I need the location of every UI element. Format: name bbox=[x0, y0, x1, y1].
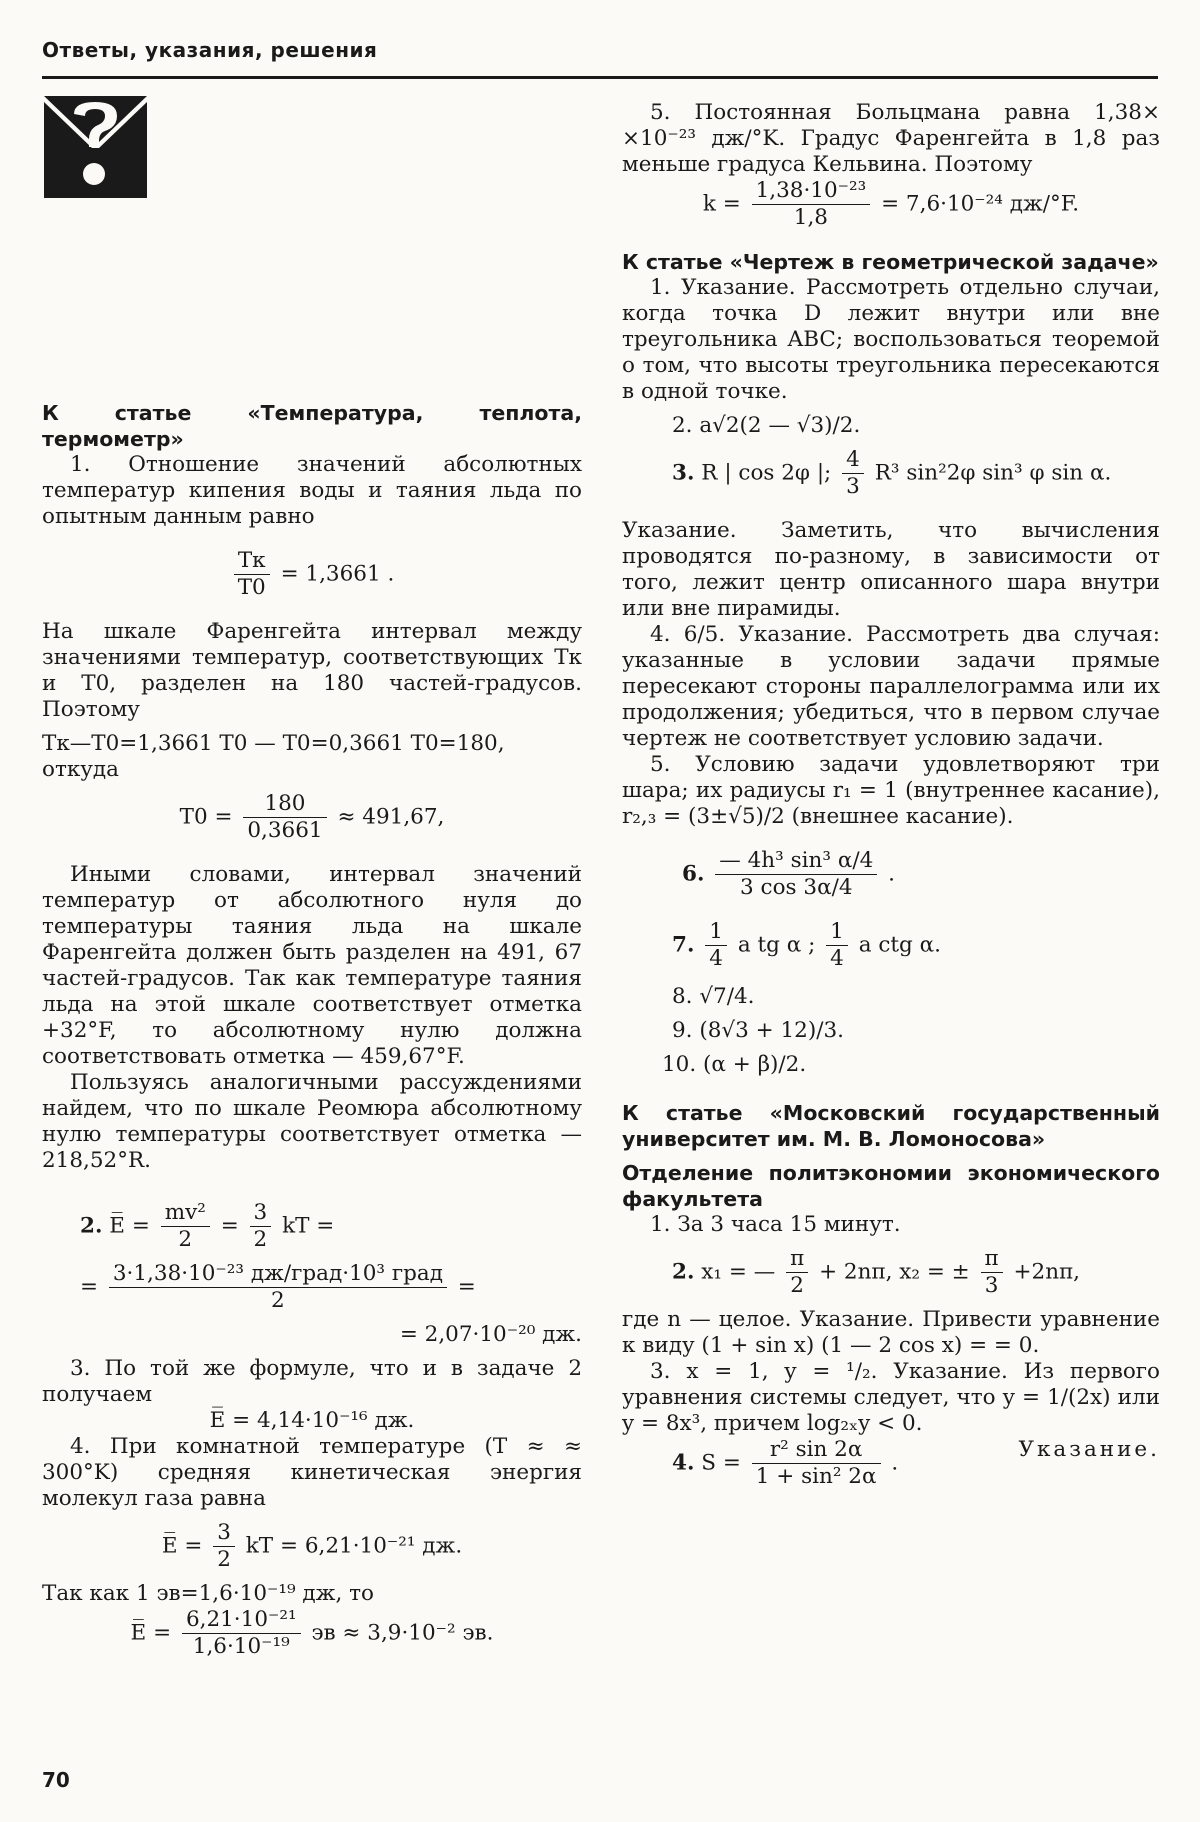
page-number: 70 bbox=[42, 1768, 70, 1792]
formula-line: Tк—T0=1,3661 T0 — T0=0,3661 T0=180, bbox=[42, 731, 505, 756]
subsection-heading: Отделение политэкономии экономического факультета bbox=[622, 1161, 1160, 1211]
numerator: 4 bbox=[842, 447, 864, 474]
paragraph: 4. При комнатной температуре (T ≈ ≈ 300°K) средняя кинетическая энергия молекул газа равна bbox=[42, 1434, 582, 1511]
formula-text: +2nπ, bbox=[1013, 1259, 1081, 1285]
fraction bbox=[161, 1200, 210, 1253]
fraction bbox=[715, 848, 877, 901]
formula-sphere bbox=[622, 447, 1160, 500]
formula-text: R | cos 2φ |; bbox=[701, 460, 832, 486]
formula-text: T0 = bbox=[179, 804, 233, 830]
numerator: r² sin 2α bbox=[752, 1437, 881, 1464]
header-rule bbox=[42, 76, 1158, 79]
formula-ev bbox=[42, 1607, 582, 1660]
paragraph: Так как 1 эв=1,6·10⁻¹⁹ дж, то bbox=[42, 1581, 374, 1606]
item-number: 3. bbox=[672, 460, 695, 486]
denominator: 2 bbox=[790, 1273, 804, 1298]
numerator: π bbox=[786, 1246, 808, 1273]
numerator: 3 bbox=[213, 1520, 235, 1547]
numerator: π bbox=[981, 1246, 1003, 1273]
numerator: 1,38·10⁻²³ bbox=[752, 178, 871, 205]
fraction bbox=[109, 1261, 447, 1314]
formula-result: = 2,07·10⁻²⁰ дж. bbox=[399, 1322, 582, 1347]
fraction bbox=[234, 548, 270, 601]
formula-text: = bbox=[220, 1213, 239, 1239]
numerator: 3 bbox=[250, 1200, 272, 1227]
fraction bbox=[752, 178, 871, 231]
formula-text: ≈ 491,67, bbox=[337, 804, 445, 830]
paragraph: 1. За 3 часа 15 минут. bbox=[650, 1212, 901, 1237]
formula-text: . bbox=[891, 1450, 899, 1476]
fraction bbox=[182, 1607, 301, 1660]
section-heading-geometry: К статье «Чертеж в геометрической задаче» bbox=[622, 250, 1159, 274]
formula-text: = bbox=[457, 1274, 476, 1300]
denominator: 2 bbox=[253, 1227, 268, 1252]
formula-line: 9. (8√3 + 12)/3. bbox=[672, 1018, 844, 1043]
numerator: 1 bbox=[705, 919, 727, 946]
paragraph: 5. Постоянная Больцмана равна 1,38× ×10⁻²³ дж/°K. Градус Фаренгейта в 1,8 раз меньше градуса Кельвина. Поэтому bbox=[622, 100, 1160, 177]
paragraph: где n — целое. Указание. Привести уравнение к виду (1 + sin x) (1 — 2 cos x) = = 0. bbox=[622, 1307, 1160, 1358]
denominator: 2 bbox=[271, 1288, 285, 1313]
item-number: 6. bbox=[682, 861, 705, 887]
paragraph: 3. По той же формуле, что и в задаче 2 получаем bbox=[42, 1356, 582, 1407]
numerator: Tк bbox=[234, 548, 270, 575]
formula-text: S = bbox=[701, 1450, 741, 1476]
paragraph: откуда bbox=[42, 757, 119, 782]
formula-text: E̅ = bbox=[161, 1533, 203, 1559]
formula-text: = 1,3661 . bbox=[280, 561, 395, 587]
formula-line: E̅ = 4,14·10⁻¹⁶ дж. bbox=[209, 1408, 415, 1433]
numerator: — 4h³ sin³ α/4 bbox=[715, 848, 877, 875]
denominator: 2 bbox=[217, 1547, 231, 1572]
formula-item-6 bbox=[622, 848, 1160, 901]
formula-energy-calc bbox=[42, 1261, 582, 1314]
paragraph: На шкале Фаренгейта интервал между значениями температур, соответствующих Tк и T0, разделен на 180 частей-градусов. Поэтому bbox=[42, 619, 582, 722]
formula-text: a tg α ; bbox=[737, 932, 816, 958]
denominator: 2 bbox=[178, 1227, 193, 1252]
paragraph: 1. Отношение значений абсолютных температур кипения воды и таяния льда по опытным данным равно bbox=[42, 452, 582, 529]
fraction bbox=[250, 1200, 272, 1253]
item-number: 2. bbox=[80, 1213, 103, 1239]
formula-text: = 7,6·10⁻²⁴ дж/°F. bbox=[881, 191, 1080, 217]
numerator: 3·1,38·10⁻²³ дж/град·10³ град bbox=[109, 1261, 447, 1288]
fraction bbox=[786, 1246, 808, 1299]
formula-trig bbox=[622, 1246, 1160, 1299]
numerator: 6,21·10⁻²¹ bbox=[182, 1607, 301, 1634]
formula-text: . bbox=[888, 861, 895, 887]
formula-text: + 2nπ, x₂ = ± bbox=[819, 1259, 970, 1285]
formula-text: x₁ = — bbox=[701, 1259, 776, 1285]
question-mark-logo-icon bbox=[44, 96, 147, 198]
formula-text: эв ≈ 3,9·10⁻² эв. bbox=[311, 1620, 494, 1646]
formula-kinetic bbox=[42, 1520, 582, 1573]
formula-text: E̅ = bbox=[109, 1213, 150, 1239]
fraction bbox=[243, 791, 326, 844]
denominator: 4 bbox=[709, 946, 723, 971]
paragraph: 4. 6/5. Указание. Рассмотреть два случая: указанные в условии задачи прямые пересекают стороны параллелограмма или их продолжения; убедиться, что в первом случае чертеж не соответствует условию задачи. bbox=[622, 622, 1160, 751]
formula-boltzmann bbox=[622, 178, 1160, 231]
formula-ratio bbox=[42, 548, 582, 601]
running-head: Ответы, указания, решения bbox=[42, 38, 378, 62]
paragraph: 5. Условию задачи удовлетворяют три шара; их радиусы r₁ = 1 (внутреннее касание), r₂,₃ = (3±√5)/2 (внешнее касание). bbox=[622, 752, 1160, 829]
denominator: 4 bbox=[830, 946, 844, 971]
formula-line: 2. a√2(2 — √3)/2. bbox=[672, 413, 861, 438]
paragraph: Пользуясь аналогичными рассуждениями найдем, что по шкале Реомюра абсолютному нулю температуры соответствует отметка —218,52°R. bbox=[42, 1070, 582, 1173]
formula-text: kT = bbox=[282, 1213, 335, 1239]
denominator: 3 bbox=[984, 1273, 999, 1298]
formula-text: kT = 6,21·10⁻²¹ дж. bbox=[245, 1533, 463, 1559]
fraction bbox=[981, 1246, 1003, 1299]
paragraph: Указание. Заметить, что вычисления проводятся по-разному, в зависимости от того, лежит центр описанного шара внутри или вне пирамиды. bbox=[622, 518, 1160, 621]
formula-line: 10. (α + β)/2. bbox=[662, 1052, 807, 1077]
denominator: T0 bbox=[237, 575, 266, 600]
denominator: 1,6·10⁻¹⁹ bbox=[192, 1634, 290, 1659]
fraction bbox=[705, 919, 727, 972]
item-number: 7. bbox=[672, 932, 695, 958]
denominator: 1 + sin² 2α bbox=[755, 1464, 877, 1489]
section-heading-temperature: К статье «Температура, теплота, термометр» bbox=[42, 401, 582, 451]
numerator: 180 bbox=[243, 791, 326, 818]
fraction bbox=[213, 1520, 235, 1573]
fraction bbox=[842, 447, 864, 500]
denominator: 3 cos 3α/4 bbox=[740, 875, 853, 900]
numerator: mv² bbox=[161, 1200, 210, 1227]
note-label: Указание. bbox=[1018, 1437, 1160, 1462]
denominator: 1,8 bbox=[793, 205, 828, 230]
formula-line: 8. √7/4. bbox=[672, 984, 755, 1009]
left-column bbox=[42, 400, 582, 1660]
fraction bbox=[752, 1437, 881, 1490]
formula-energy bbox=[42, 1200, 582, 1253]
paragraph: 1. Указание. Рассмотреть отдельно случаи, когда точка D лежит внутри или вне треугольника ABC; воспользоваться теоремой о том, что высоты треугольника пересекаются в одной точке. bbox=[622, 275, 1160, 404]
denominator: 3 bbox=[846, 474, 860, 499]
formula-t0 bbox=[42, 791, 582, 844]
paragraph: Иными словами, интервал значений температур от абсолютного нуля до температуры таяния льда на шкале Фаренгейта должен быть разделен на 491, 67 частей-градусов. Так как температуре таяния льда на этой шкале соответствует отметка +32°F, то абсолютному нулю должна соответствовать отметка — 459,67°F. bbox=[42, 862, 582, 1069]
item-number: 4. bbox=[672, 1450, 695, 1476]
section-heading-msu: К статье «Московский государственный университет им. М. В. Ломоносова» bbox=[622, 1101, 1160, 1151]
item-number: 2. bbox=[672, 1259, 695, 1285]
paragraph: 3. x = 1, y = ¹/₂. Указание. Из первого уравнения системы следует, что y = 1/(2x) или y = 8x³, причем log₂ₓy < 0. bbox=[622, 1359, 1160, 1436]
formula-item-7 bbox=[622, 919, 1160, 972]
formula-text: R³ sin²2φ sin³ φ sin α. bbox=[874, 460, 1112, 486]
right-column bbox=[622, 100, 1160, 1490]
numerator: 1 bbox=[826, 919, 848, 946]
formula-text: k = bbox=[702, 191, 741, 217]
formula-area bbox=[622, 1437, 1160, 1490]
denominator: 0,3661 bbox=[247, 818, 323, 843]
fraction bbox=[826, 919, 848, 972]
formula-text: E̅ = bbox=[130, 1620, 172, 1646]
formula-text: a ctg α. bbox=[858, 932, 941, 958]
formula-text: = bbox=[80, 1274, 99, 1300]
